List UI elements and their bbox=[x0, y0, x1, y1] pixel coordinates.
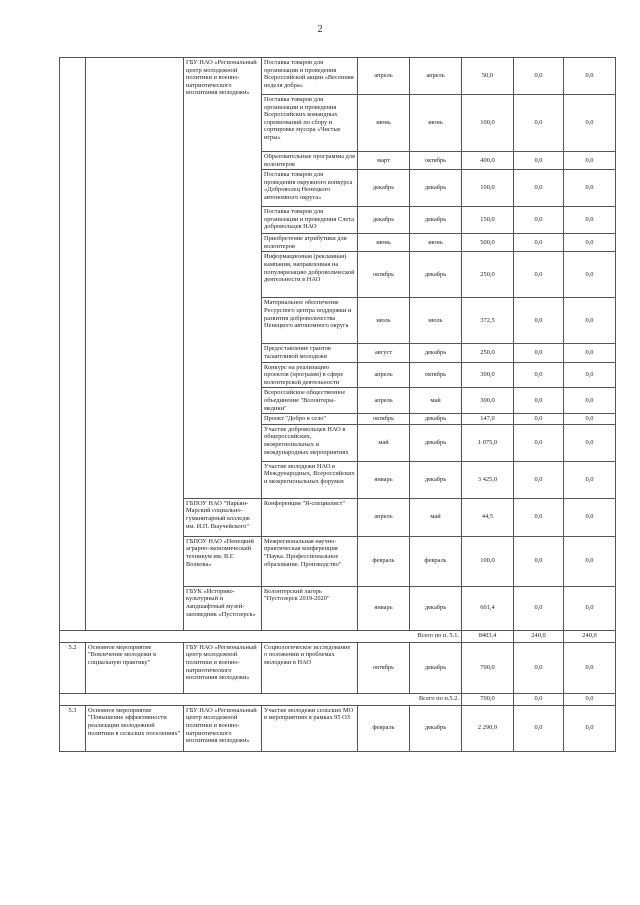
section-number bbox=[60, 58, 86, 631]
end-month: февраль bbox=[410, 536, 462, 586]
activity-description: Образовательные программы для волонтеров bbox=[262, 152, 358, 170]
total-2021: 0,0 bbox=[564, 693, 616, 705]
amount-2019: 372,5 bbox=[462, 298, 514, 344]
amount-2021: 0,0 bbox=[564, 207, 616, 234]
start-month: февраль bbox=[358, 536, 410, 586]
activity-description: Волонтерский лагерь "Пустозерск 2019-2020" bbox=[262, 586, 358, 630]
amount-2020: 0,0 bbox=[514, 536, 564, 586]
start-month: декабрь bbox=[358, 170, 410, 207]
amount-2019: 44,5 bbox=[462, 498, 514, 536]
activity-description: Социологическое исследование о положении и проблемах молодежи в НАО bbox=[262, 642, 358, 693]
amount-2019: 500,0 bbox=[462, 234, 514, 252]
total-row bbox=[60, 630, 616, 642]
start-month: октябрь bbox=[358, 414, 410, 425]
end-month: декабрь bbox=[410, 252, 462, 298]
end-month: декабрь bbox=[410, 414, 462, 425]
amount-2021: 0,0 bbox=[564, 344, 616, 362]
organization-name: ГБУК «Историко-культурный и ландшафтный музей-заповедник «Пустозерск» bbox=[184, 586, 262, 630]
amount-2021: 0,0 bbox=[564, 536, 616, 586]
end-month: декабрь bbox=[410, 586, 462, 630]
amount-2021: 0,0 bbox=[564, 58, 616, 95]
amount-2020: 0,0 bbox=[514, 424, 564, 461]
table-row bbox=[60, 705, 616, 751]
amount-2020: 0,0 bbox=[514, 298, 564, 344]
amount-2021: 0,0 bbox=[564, 414, 616, 425]
end-month: декабрь bbox=[410, 461, 462, 498]
activity-description: Конкурс на реализацию проектов (программ) в сфере волонтерской деятельности bbox=[262, 362, 358, 388]
end-month: май bbox=[410, 498, 462, 536]
start-month: октябрь bbox=[358, 252, 410, 298]
amount-2019: 300,0 bbox=[462, 388, 514, 414]
start-month: март bbox=[358, 152, 410, 170]
total-2020: 240,0 bbox=[514, 630, 564, 642]
amount-2019: 601,4 bbox=[462, 586, 514, 630]
start-month: июнь bbox=[358, 95, 410, 152]
organization-name: ГБПОУ НАО "Нарьян-Марский социально-гуманитарный колледж им. И.П. Выучейского" bbox=[184, 498, 262, 536]
amount-2019: 700,0 bbox=[462, 642, 514, 693]
amount-2020: 0,0 bbox=[514, 152, 564, 170]
amount-2020: 0,0 bbox=[514, 170, 564, 207]
activity-description: Участие молодежи сельских МО в мероприятиях в рамках 95 ОЗ bbox=[262, 705, 358, 751]
activity-description: Предоставление грантов талантливой молодежи bbox=[262, 344, 358, 362]
amount-2021: 0,0 bbox=[564, 461, 616, 498]
start-month: апрель bbox=[358, 498, 410, 536]
amount-2021: 0,0 bbox=[564, 234, 616, 252]
amount-2020: 0,0 bbox=[514, 705, 564, 751]
amount-2020: 0,0 bbox=[514, 586, 564, 630]
activity-description: Участие молодежи НАО в Международных, Всероссийских и межрегиональных форумах bbox=[262, 461, 358, 498]
amount-2020: 0,0 bbox=[514, 234, 564, 252]
start-month: январь bbox=[358, 586, 410, 630]
end-month: июль bbox=[410, 298, 462, 344]
amount-2019: 3 425,0 bbox=[462, 461, 514, 498]
amount-2019: 400,0 bbox=[462, 152, 514, 170]
start-month: январь bbox=[358, 461, 410, 498]
amount-2020: 0,0 bbox=[514, 414, 564, 425]
amount-2020: 0,0 bbox=[514, 388, 564, 414]
end-month: декабрь bbox=[410, 344, 462, 362]
end-month: апрель bbox=[410, 58, 462, 95]
amount-2019: 50,0 bbox=[462, 58, 514, 95]
amount-2021: 0,0 bbox=[564, 424, 616, 461]
activity-description: Поставка товаров для организации и проведения Всероссийской акции «Весенняя неделя добра» bbox=[262, 58, 358, 95]
amount-2019: 250,0 bbox=[462, 344, 514, 362]
amount-2019: 300,0 bbox=[462, 362, 514, 388]
start-month: июль bbox=[358, 298, 410, 344]
amount-2021: 0,0 bbox=[564, 586, 616, 630]
activity-description: Всероссийское общественное объединение "Волонтеры-медики" bbox=[262, 388, 358, 414]
amount-2019: 150,0 bbox=[462, 207, 514, 234]
total-2020: 0,0 bbox=[514, 693, 564, 705]
amount-2019: 100,0 bbox=[462, 95, 514, 152]
start-month: октябрь bbox=[358, 642, 410, 693]
activity-description: Материальное обеспечение Ресурсного центра поддержки и развития добровольчества Ненецкого автономного округа bbox=[262, 298, 358, 344]
end-month: октябрь bbox=[410, 152, 462, 170]
total-2019: 700,0 bbox=[462, 693, 514, 705]
activity-description: Конференция "Я-специалист" bbox=[262, 498, 358, 536]
start-month: апрель bbox=[358, 58, 410, 95]
amount-2020: 0,0 bbox=[514, 461, 564, 498]
organization-name: ГБУ НАО «Региональный центр молодежной политики и военно-патриотического воспитания молодежи» bbox=[184, 705, 262, 751]
section-name bbox=[86, 58, 184, 631]
amount-2019: 1 075,0 bbox=[462, 424, 514, 461]
organization-name: ГБПОУ НАО «Ненецкий аграрно-экономический техникум им. В.Г. Волкова» bbox=[184, 536, 262, 586]
amount-2021: 0,0 bbox=[564, 362, 616, 388]
start-month: апрель bbox=[358, 388, 410, 414]
activity-description: Межрегиональная научно-практическая конференция "Наука. Профессиональное образование. Производство" bbox=[262, 536, 358, 586]
total-label: Всего по п. 5.1. bbox=[60, 630, 462, 642]
plan-table bbox=[59, 57, 616, 752]
start-month: февраль bbox=[358, 705, 410, 751]
activity-description: Поставка товаров для проведения окружного конкурса «Доброволец Ненецкого автономного округа» bbox=[262, 170, 358, 207]
section-name: Основное мероприятие "Повышение эффективности реализации молодежной политики в сельских поселениях" bbox=[86, 705, 184, 751]
amount-2021: 0,0 bbox=[564, 388, 616, 414]
end-month: июнь bbox=[410, 95, 462, 152]
amount-2021: 0,0 bbox=[564, 95, 616, 152]
table-row bbox=[60, 58, 616, 95]
activity-description: Поставка товаров для организации и проведения Слета добровольцев НАО bbox=[262, 207, 358, 234]
amount-2020: 0,0 bbox=[514, 344, 564, 362]
activity-description: Проект "Добро в село" bbox=[262, 414, 358, 425]
end-month: май bbox=[410, 388, 462, 414]
activity-description: Приобретение атрибутики для волонтеров bbox=[262, 234, 358, 252]
amount-2020: 0,0 bbox=[514, 362, 564, 388]
activity-description: Информационная (рекламная) кампания, направленная на популяризацию добровольческой деятельности в НАО bbox=[262, 252, 358, 298]
amount-2020: 0,0 bbox=[514, 252, 564, 298]
activity-description: Поставка товаров для организации и проведения Всероссийских командных соревнований по сбору и сортировке мусора «Чистые игры» bbox=[262, 95, 358, 152]
amount-2021: 0,0 bbox=[564, 252, 616, 298]
end-month: декабрь bbox=[410, 705, 462, 751]
section-number: 5.3 bbox=[60, 705, 86, 751]
organization-name: ГБУ НАО «Региональный центр молодежной политики и военно-патриотического воспитания молодежи» bbox=[184, 58, 262, 499]
amount-2020: 0,0 bbox=[514, 58, 564, 95]
amount-2021: 0,0 bbox=[564, 705, 616, 751]
start-month: апрель bbox=[358, 362, 410, 388]
amount-2021: 0,0 bbox=[564, 298, 616, 344]
section-name: Основное мероприятие "Вовлечение молодежи в социальную практику" bbox=[86, 642, 184, 693]
section-number: 5.2 bbox=[60, 642, 86, 693]
amount-2019: 250,0 bbox=[462, 252, 514, 298]
amount-2020: 0,0 bbox=[514, 498, 564, 536]
end-month: июнь bbox=[410, 234, 462, 252]
amount-2020: 0,0 bbox=[514, 207, 564, 234]
end-month: декабрь bbox=[410, 642, 462, 693]
page-number: 2 bbox=[317, 24, 323, 35]
amount-2019: 100,0 bbox=[462, 170, 514, 207]
amount-2019: 147,0 bbox=[462, 414, 514, 425]
amount-2019: 100,0 bbox=[462, 536, 514, 586]
start-month: август bbox=[358, 344, 410, 362]
amount-2021: 0,0 bbox=[564, 170, 616, 207]
start-month: май bbox=[358, 424, 410, 461]
table-row bbox=[60, 642, 616, 693]
total-label: Всего по п.5.2. bbox=[60, 693, 462, 705]
amount-2021: 0,0 bbox=[564, 642, 616, 693]
end-month: декабрь bbox=[410, 170, 462, 207]
amount-2021: 0,0 bbox=[564, 498, 616, 536]
start-month: декабрь bbox=[358, 207, 410, 234]
amount-2019: 2 290,9 bbox=[462, 705, 514, 751]
activity-description: Участие добровольцев НАО в общероссийских, межрегиональных и международных мероприятиях bbox=[262, 424, 358, 461]
organization-name: ГБУ НАО «Региональный центр молодежной политики и военно-патриотического воспитания молодежи» bbox=[184, 642, 262, 693]
amount-2021: 0,0 bbox=[564, 152, 616, 170]
total-2019: 8403,4 bbox=[462, 630, 514, 642]
end-month: декабрь bbox=[410, 424, 462, 461]
amount-2020: 0,0 bbox=[514, 95, 564, 152]
end-month: декабрь bbox=[410, 207, 462, 234]
total-2021: 240,0 bbox=[564, 630, 616, 642]
end-month: октябрь bbox=[410, 362, 462, 388]
amount-2020: 0,0 bbox=[514, 642, 564, 693]
start-month: июнь bbox=[358, 234, 410, 252]
total-row bbox=[60, 693, 616, 705]
